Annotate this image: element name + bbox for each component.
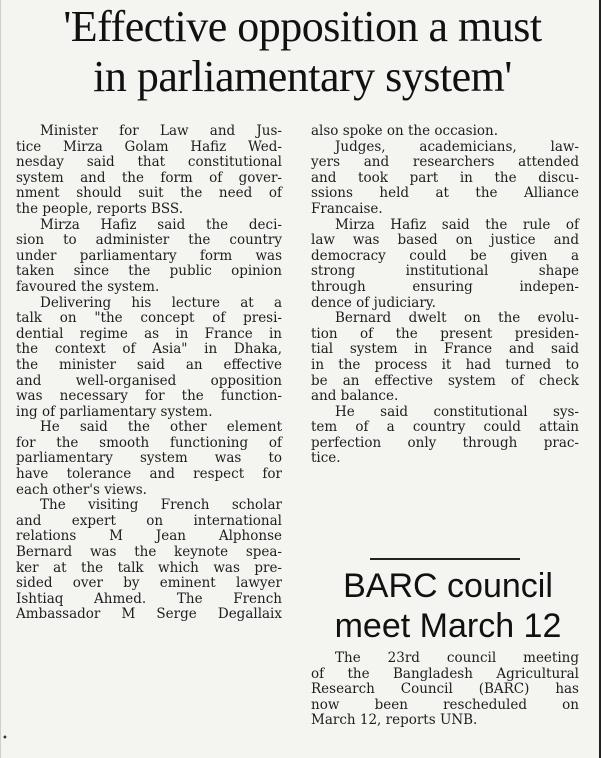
paragraph-10 bbox=[311, 405, 579, 467]
text-line: system and the form of gover- bbox=[16, 169, 282, 186]
paragraph-1 bbox=[16, 124, 282, 218]
text-line: ssions held at the Alliance bbox=[311, 185, 579, 202]
text-line: ing of parliamentary system. bbox=[16, 403, 213, 420]
text-line: tion of the present presiden- bbox=[311, 325, 579, 342]
text-line: of the Bangladesh Agricultural bbox=[311, 665, 579, 682]
text-line: the people, reports BSS. bbox=[16, 200, 183, 217]
text-line: and balance. bbox=[311, 388, 399, 405]
text-line: tial system in France and said bbox=[311, 341, 579, 358]
brief-paragraph bbox=[311, 651, 579, 729]
paragraph-3 bbox=[16, 296, 282, 421]
text-line: strong institutional shape bbox=[311, 263, 579, 280]
text-line: relations M Jean Alphonse bbox=[16, 528, 282, 545]
text-line: Ambassador M Serge Degallaix bbox=[16, 606, 282, 623]
paragraph-7 bbox=[311, 140, 579, 218]
text-line: the context of Asia" in Dhaka, bbox=[16, 341, 282, 358]
text-line: tice Mirza Golam Hafiz Wed- bbox=[16, 138, 282, 155]
text-line: and expert on international bbox=[16, 512, 282, 529]
text-line: favoured the system. bbox=[16, 278, 160, 295]
text-line: the minister said an effective bbox=[16, 356, 282, 373]
text-line: yers and researchers attended bbox=[311, 154, 579, 171]
text-line: democracy could be given a bbox=[311, 247, 579, 264]
text-line: was necessary for the function- bbox=[16, 388, 282, 405]
text-line: Mirza Hafiz said the rule of bbox=[335, 216, 579, 233]
brief-headline-line-1: BARC council bbox=[343, 567, 553, 605]
bullet-mark: • bbox=[2, 733, 8, 744]
text-line: Francaise. bbox=[311, 200, 383, 217]
text-line: parliamentary system was to bbox=[16, 450, 282, 467]
text-line: under parliamentary form was bbox=[16, 247, 282, 264]
text-line: each other's views. bbox=[16, 481, 147, 498]
paragraph-8 bbox=[311, 218, 579, 312]
paragraph-9 bbox=[311, 311, 579, 405]
text-line: be an effective system of check bbox=[311, 372, 579, 389]
text-line: law was based on justice and bbox=[311, 232, 579, 249]
text-line: Mirza Hafiz said the deci- bbox=[40, 216, 282, 233]
paragraph-4 bbox=[16, 420, 282, 498]
brief-headline-line-2: meet March 12 bbox=[334, 607, 562, 645]
brief-headline bbox=[312, 566, 584, 646]
article-headline bbox=[10, 2, 595, 102]
text-line: have tolerance and respect for bbox=[16, 466, 282, 483]
text-line: The 23rd council meeting bbox=[335, 650, 579, 666]
text-line: dential regime as in France in bbox=[16, 325, 282, 342]
text-line: for the smooth functioning of bbox=[16, 434, 282, 451]
text-line: now been rescheduled on bbox=[311, 696, 579, 713]
headline-line-1: 'Effective opposition a must bbox=[63, 2, 542, 51]
text-line: tem of a country could attain bbox=[311, 419, 579, 436]
text-line: The visiting French scholar bbox=[40, 497, 282, 514]
text-line: He said the other element bbox=[40, 419, 282, 436]
text-line: Minister for Law and Jus- bbox=[40, 123, 282, 139]
text-line: sion to administer the country bbox=[16, 232, 282, 249]
text-line: sided over by eminent lawyer bbox=[16, 575, 282, 592]
text-line: Judges, academicians, law- bbox=[335, 138, 579, 155]
text-line: Bernard dwelt on the evolu- bbox=[335, 310, 579, 327]
text-line: taken since the public opinion bbox=[16, 263, 282, 280]
text-line: He said constitutional sys- bbox=[335, 403, 579, 420]
brief-body bbox=[311, 651, 579, 729]
section-divider bbox=[370, 558, 520, 560]
text-line: also spoke on the occasion. bbox=[311, 123, 499, 139]
paragraph-5 bbox=[16, 498, 282, 623]
text-line: nesday said that constitutional bbox=[16, 154, 282, 171]
text-line: ker at the talk which was pre- bbox=[16, 559, 282, 576]
text-line: Bernard was the keynote spea- bbox=[16, 544, 282, 561]
text-line: and well-organised opposition bbox=[16, 372, 282, 389]
text-line: through ensuring indepen- bbox=[311, 278, 579, 295]
text-line: Research Council (BARC) has bbox=[311, 681, 579, 698]
article-right-column bbox=[311, 124, 579, 467]
text-line: March 12, reports UNB. bbox=[311, 712, 478, 729]
text-line: dence of judiciary. bbox=[311, 294, 436, 311]
text-line: Delivering his lecture at a bbox=[40, 294, 282, 311]
paragraph-2 bbox=[16, 218, 282, 296]
text-line: in the process it had turned to bbox=[311, 356, 579, 373]
paragraph-6 bbox=[311, 124, 579, 140]
text-line: nment should suit the need of bbox=[16, 185, 282, 202]
text-line: perfection only through prac- bbox=[311, 434, 579, 451]
article-left-column bbox=[16, 124, 282, 623]
text-line: Ishtiaq Ahmed. The French bbox=[16, 590, 282, 607]
headline-line-2: in parliamentary system' bbox=[93, 52, 512, 101]
text-line: and took part in the discu- bbox=[311, 169, 579, 186]
text-line: tice. bbox=[311, 450, 341, 467]
text-line: talk on "the concept of presi- bbox=[16, 310, 282, 327]
